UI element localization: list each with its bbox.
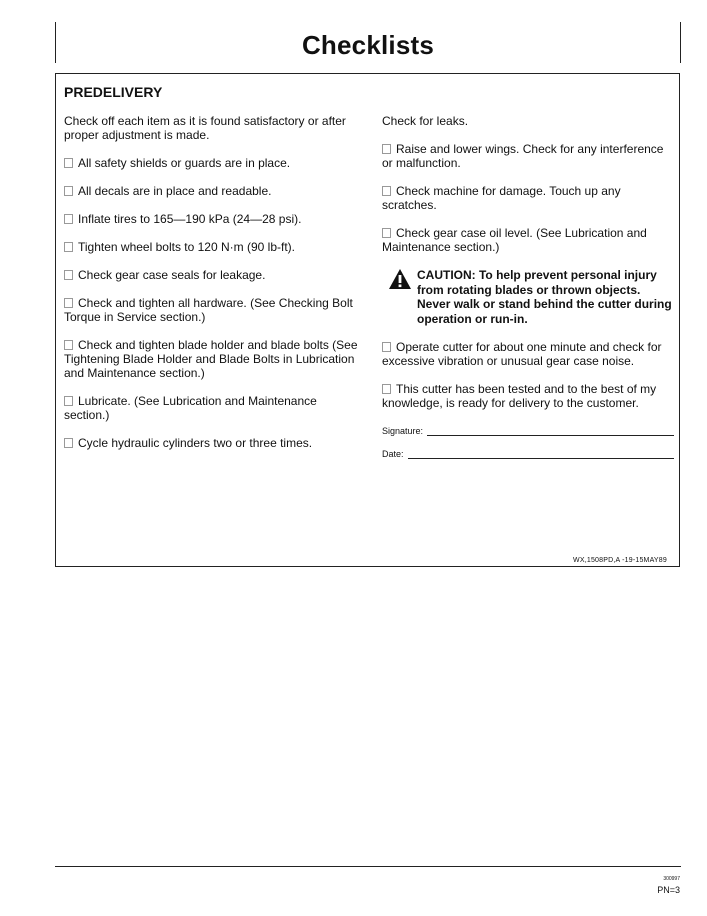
checklist-item bbox=[64, 436, 360, 450]
checklist-item-text: Raise and lower wings. Check for any interference or malfunction. bbox=[382, 142, 664, 170]
checklist-item bbox=[64, 338, 360, 380]
checkbox[interactable] bbox=[64, 158, 73, 168]
section-heading: PREDELIVERY bbox=[64, 84, 163, 100]
checklist-item bbox=[64, 268, 360, 282]
checkbox[interactable] bbox=[382, 342, 391, 352]
date-label: Date: bbox=[382, 449, 404, 459]
right-checklist bbox=[382, 142, 674, 254]
checkbox[interactable] bbox=[382, 384, 391, 394]
checklist-item-text: All safety shields or guards are in place. bbox=[78, 156, 291, 170]
left-checklist bbox=[64, 156, 360, 450]
checklist-item bbox=[382, 184, 674, 212]
checklist-item bbox=[64, 240, 360, 254]
footer-rule bbox=[55, 866, 681, 867]
checklist-item bbox=[64, 394, 360, 422]
checkbox[interactable] bbox=[64, 270, 73, 280]
checklist-item-text: Check gear case oil level. (See Lubrication and Maintenance section.) bbox=[382, 226, 647, 254]
checklist-item bbox=[382, 226, 674, 254]
checkbox[interactable] bbox=[382, 144, 391, 154]
left-column bbox=[64, 114, 360, 464]
checklist-item-text: This cutter has been tested and to the best of my knowledge, is ready for delivery to the customer. bbox=[382, 382, 657, 410]
right-checklist-after bbox=[382, 340, 674, 410]
checklist-item bbox=[64, 184, 360, 198]
checkbox[interactable] bbox=[64, 298, 73, 308]
date-row bbox=[382, 445, 674, 459]
checkbox[interactable] bbox=[64, 340, 73, 350]
checklist-item-text: Check and tighten blade holder and blade bolts (See Tightening Blade Holder and Blade Bolts in Lubrication and Maintenance section.) bbox=[64, 338, 358, 380]
footer-code: 300997 bbox=[663, 876, 680, 882]
check-for-leaks-text: Check for leaks. bbox=[382, 114, 469, 128]
checklist-item-text: All decals are in place and readable. bbox=[78, 184, 272, 198]
predelivery-checklist-box bbox=[55, 73, 680, 567]
document-code: WX,1508PD,A -19-15MAY89 bbox=[573, 557, 667, 564]
checklist-item bbox=[382, 142, 674, 170]
checkbox[interactable] bbox=[64, 438, 73, 448]
checklist-item bbox=[64, 156, 360, 170]
date-line[interactable] bbox=[408, 448, 674, 459]
caution-text: CAUTION: To help prevent personal injury from rotating blades or thrown objects. Never walk or stand behind the cutter during operation or run-in. bbox=[417, 268, 672, 326]
checklist-item bbox=[382, 382, 674, 410]
checklist-item-text: Lubricate. (See Lubrication and Maintenance section.) bbox=[64, 394, 317, 422]
checklist-item bbox=[64, 212, 360, 226]
checkbox[interactable] bbox=[64, 242, 73, 252]
caution-notice bbox=[382, 268, 674, 326]
checkbox[interactable] bbox=[64, 186, 73, 196]
intro-text: Check off each item as it is found satisfactory or after proper adjustment is made. bbox=[64, 114, 346, 142]
checklist-item-text: Check and tighten all hardware. (See Checking Bolt Torque in Service section.) bbox=[64, 296, 353, 324]
checklist-item-text: Tighten wheel bolts to 120 N·m (90 lb-ft). bbox=[78, 240, 295, 254]
signature-line[interactable] bbox=[427, 425, 674, 436]
checkbox[interactable] bbox=[64, 214, 73, 224]
right-column bbox=[382, 114, 674, 470]
page-number: PN=3 bbox=[657, 885, 680, 895]
checklist-item bbox=[382, 340, 674, 368]
signature-row bbox=[382, 422, 674, 436]
checklist-item-text: Cycle hydraulic cylinders two or three times. bbox=[78, 436, 313, 450]
checkbox[interactable] bbox=[382, 228, 391, 238]
checklist-item bbox=[64, 296, 360, 324]
checkbox[interactable] bbox=[64, 396, 73, 406]
checklist-item-text: Inflate tires to 165—190 kPa (24—28 psi). bbox=[78, 212, 302, 226]
checkbox[interactable] bbox=[382, 186, 391, 196]
signature-label: Signature: bbox=[382, 426, 424, 436]
checklist-item-text: Check gear case seals for leakage. bbox=[78, 268, 266, 282]
page-title: Checklists bbox=[301, 30, 435, 60]
checklist-item-text: Operate cutter for about one minute and check for excessive vibration or unusual gear case noise. bbox=[382, 340, 662, 368]
checklist-item-text: Check machine for damage. Touch up any scratches. bbox=[382, 184, 621, 212]
warning-triangle-icon bbox=[388, 268, 412, 290]
